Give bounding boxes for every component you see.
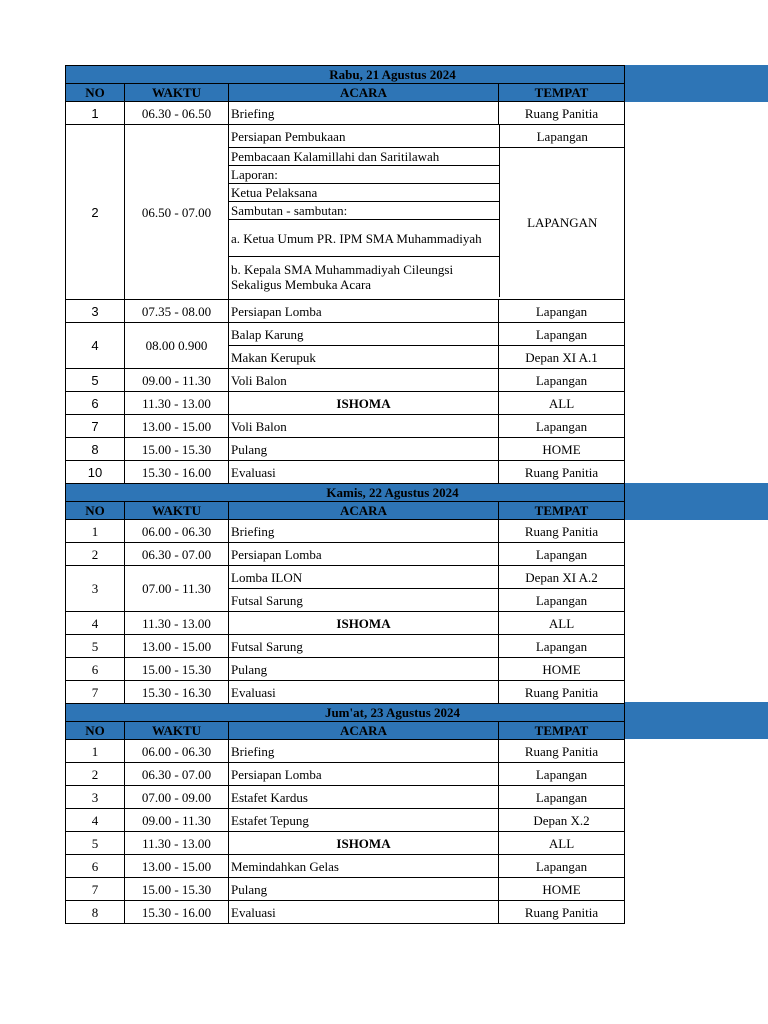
row-tempat: Lapangan (499, 543, 625, 566)
row-acara: Makan Kerupuk (229, 346, 499, 369)
opening-ceremony-cell (229, 125, 625, 300)
row-acara: Evaluasi (229, 681, 499, 704)
row-acara: Pulang (229, 438, 499, 461)
row-no: 3 (66, 786, 125, 809)
row-acara: Persiapan Lomba (229, 543, 499, 566)
row-no: 7 (66, 415, 125, 438)
table-row (66, 520, 625, 543)
day-date: Jum'at, 23 Agustus 2024 (66, 704, 625, 722)
sub-acara: Pembacaan Kalamillahi dan Saritilawah (229, 148, 499, 166)
opening-ceremony-subtable (229, 125, 625, 297)
row-tempat: Ruang Panitia (499, 681, 625, 704)
table-row (66, 786, 625, 809)
row-waktu: 06.30 - 07.00 (125, 543, 229, 566)
row-waktu: 07.35 - 08.00 (125, 300, 229, 323)
table-row (66, 438, 625, 461)
sub-acara: Sambutan - sambutan: (229, 202, 499, 220)
row-tempat: Lapangan (499, 300, 625, 323)
row-waktu: 11.30 - 13.00 (125, 392, 229, 415)
row-acara: Voli Balon (229, 415, 499, 438)
sub-acara: Laporan: (229, 166, 499, 184)
row-acara: Briefing (229, 740, 499, 763)
table-row (66, 323, 625, 346)
row-no: 5 (66, 635, 125, 658)
row-acara: Evaluasi (229, 901, 499, 924)
day-date-row (66, 484, 625, 502)
row-tempat: Lapangan (499, 415, 625, 438)
table-row (66, 901, 625, 924)
row-tempat: Lapangan (499, 855, 625, 878)
row-acara: Estafet Kardus (229, 786, 499, 809)
row-waktu: 11.30 - 13.00 (125, 832, 229, 855)
row-tempat: ALL (499, 832, 625, 855)
header-acara: ACARA (229, 502, 499, 520)
row-acara: Briefing (229, 520, 499, 543)
row-no: 8 (66, 901, 125, 924)
sub-tempat: Lapangan (499, 125, 625, 148)
row-acara: Estafet Tepung (229, 809, 499, 832)
row-no: 6 (66, 658, 125, 681)
row-tempat: Ruang Panitia (499, 740, 625, 763)
row-no: 3 (66, 566, 125, 612)
row-tempat: ALL (499, 392, 625, 415)
row-waktu: 07.00 - 09.00 (125, 786, 229, 809)
sub-acara: b. Kepala SMA Muhammadiyah Cileungsi Sekaligus Membuka Acara (229, 257, 499, 298)
row-tempat: ALL (499, 612, 625, 635)
sub-acara: Persiapan Pembukaan (229, 125, 499, 148)
schedule-table (65, 65, 625, 924)
row-no: 1 (66, 740, 125, 763)
row-tempat: HOME (499, 438, 625, 461)
row-no: 8 (66, 438, 125, 461)
table-row (66, 740, 625, 763)
row-acara: Futsal Sarung (229, 635, 499, 658)
row-tempat: Lapangan (499, 323, 625, 346)
row-acara: Pulang (229, 878, 499, 901)
row-acara: ISHOMA (229, 832, 499, 855)
header-no: NO (66, 502, 125, 520)
day-date: Rabu, 21 Agustus 2024 (66, 66, 625, 84)
row-tempat: Ruang Panitia (499, 102, 625, 125)
day1-header-bar (624, 65, 768, 102)
day-date: Kamis, 22 Agustus 2024 (66, 484, 625, 502)
table-row (66, 369, 625, 392)
row-waktu: 15.00 - 15.30 (125, 878, 229, 901)
row-tempat: Depan X.2 (499, 809, 625, 832)
row-tempat: Ruang Panitia (499, 520, 625, 543)
row-no: 1 (66, 520, 125, 543)
header-acara: ACARA (229, 84, 499, 102)
table-row (66, 681, 625, 704)
table-row (66, 612, 625, 635)
row-acara: Evaluasi (229, 461, 499, 484)
column-header-row (66, 502, 625, 520)
table-row (66, 125, 625, 300)
row-waktu: 09.00 - 11.30 (125, 369, 229, 392)
table-row (66, 461, 625, 484)
row-waktu: 11.30 - 13.00 (125, 612, 229, 635)
table-row (66, 566, 625, 589)
row-no: 2 (66, 125, 125, 300)
day3-header-bar (624, 702, 768, 739)
row-acara: Lomba ILON (229, 566, 499, 589)
row-waktu: 08.00 0.900 (125, 323, 229, 369)
header-waktu: WAKTU (125, 722, 229, 740)
sub-acara: Ketua Pelaksana (229, 184, 499, 202)
row-tempat: HOME (499, 878, 625, 901)
table-row (66, 415, 625, 438)
row-no: 1 (66, 102, 125, 125)
header-tempat: TEMPAT (499, 502, 625, 520)
row-waktu: 13.00 - 15.00 (125, 635, 229, 658)
day-date-row (66, 66, 625, 84)
table-row (66, 635, 625, 658)
row-tempat: Lapangan (499, 635, 625, 658)
row-no: 3 (66, 300, 125, 323)
row-waktu: 06.30 - 06.50 (125, 102, 229, 125)
row-tempat: Depan XI A.2 (499, 566, 625, 589)
header-no: NO (66, 722, 125, 740)
sub-tempat: LAPANGAN (499, 148, 625, 298)
row-no: 4 (66, 323, 125, 369)
row-acara: ISHOMA (229, 612, 499, 635)
day2-header-bar (624, 483, 768, 520)
row-waktu: 15.00 - 15.30 (125, 438, 229, 461)
table-row (66, 658, 625, 681)
row-waktu: 15.00 - 15.30 (125, 658, 229, 681)
row-waktu: 13.00 - 15.00 (125, 855, 229, 878)
header-waktu: WAKTU (125, 502, 229, 520)
table-row (66, 543, 625, 566)
row-no: 6 (66, 855, 125, 878)
row-no: 2 (66, 763, 125, 786)
table-row (66, 763, 625, 786)
day-date-row (66, 704, 625, 722)
header-tempat: TEMPAT (499, 84, 625, 102)
row-acara: Persiapan Lomba (229, 300, 499, 323)
row-no: 7 (66, 878, 125, 901)
row-waktu: 09.00 - 11.30 (125, 809, 229, 832)
header-acara: ACARA (229, 722, 499, 740)
row-waktu: 06.50 - 07.00 (125, 125, 229, 300)
row-waktu: 15.30 - 16.30 (125, 681, 229, 704)
row-waktu: 15.30 - 16.00 (125, 901, 229, 924)
row-acara: Balap Karung (229, 323, 499, 346)
column-header-row (66, 722, 625, 740)
row-acara: Voli Balon (229, 369, 499, 392)
sub-acara: a. Ketua Umum PR. IPM SMA Muhammadiyah (229, 220, 499, 257)
column-header-row (66, 84, 625, 102)
row-acara: Persiapan Lomba (229, 763, 499, 786)
table-row (66, 300, 625, 323)
row-tempat: Lapangan (499, 589, 625, 612)
table-row (66, 809, 625, 832)
row-waktu: 06.00 - 06.30 (125, 740, 229, 763)
row-no: 7 (66, 681, 125, 704)
row-no: 4 (66, 612, 125, 635)
table-row (66, 102, 625, 125)
row-no: 4 (66, 809, 125, 832)
row-acara: Pulang (229, 658, 499, 681)
header-tempat: TEMPAT (499, 722, 625, 740)
row-acara: Futsal Sarung (229, 589, 499, 612)
row-tempat: Lapangan (499, 763, 625, 786)
row-no: 5 (66, 369, 125, 392)
row-tempat: HOME (499, 658, 625, 681)
table-row (66, 878, 625, 901)
row-no: 6 (66, 392, 125, 415)
row-tempat: Depan XI A.1 (499, 346, 625, 369)
row-tempat: Lapangan (499, 369, 625, 392)
row-waktu: 15.30 - 16.00 (125, 461, 229, 484)
row-acara: ISHOMA (229, 392, 499, 415)
row-no: 2 (66, 543, 125, 566)
row-waktu: 06.30 - 07.00 (125, 763, 229, 786)
row-waktu: 13.00 - 15.00 (125, 415, 229, 438)
row-no: 5 (66, 832, 125, 855)
row-waktu: 07.00 - 11.30 (125, 566, 229, 612)
table-row (66, 832, 625, 855)
table-row (66, 855, 625, 878)
row-tempat: Lapangan (499, 786, 625, 809)
table-row (66, 392, 625, 415)
header-no: NO (66, 84, 125, 102)
row-no: 10 (66, 461, 125, 484)
row-waktu: 06.00 - 06.30 (125, 520, 229, 543)
row-acara: Briefing (229, 102, 499, 125)
header-waktu: WAKTU (125, 84, 229, 102)
row-acara: Memindahkan Gelas (229, 855, 499, 878)
row-tempat: Ruang Panitia (499, 461, 625, 484)
row-tempat: Ruang Panitia (499, 901, 625, 924)
